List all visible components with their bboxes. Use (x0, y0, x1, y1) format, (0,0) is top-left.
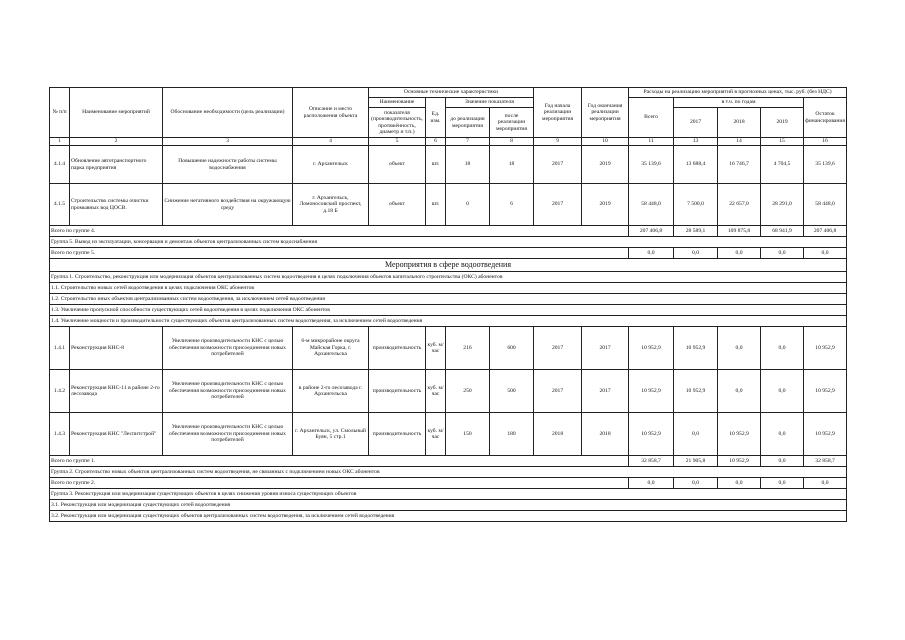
group-row (50, 272, 847, 283)
subgroup-label: 1.1. Строительство новых сетей водоотведения в целях подключения ОКС абонентов (50, 283, 847, 294)
cell-start: 2018 (534, 413, 582, 456)
cell-indicator: производительность (369, 327, 426, 370)
subgroup-label: 1.3. Увеличение пропускной способности существующих сетей водоотведения в целях подключения ОКС абонентов (50, 305, 847, 316)
cell-indicator: объект (369, 146, 426, 184)
cell-remaining: 35 139,6 (804, 146, 847, 184)
cell-location: 6-м микрорайоне округа Майская Горка, г. Архангельска (293, 327, 369, 370)
cell-location: г. Архангельск, ул. Смольный Буян, 5 стр.1 (293, 413, 369, 456)
group-label: Группа 2. Строительство новых объектов централизованных систем водоотведения, не связанных с подключением новых ОКС абонентов (50, 467, 847, 478)
cell-total: 58 448,0 (629, 184, 674, 226)
header-tech-chars: Основные технические характеристики (369, 88, 534, 98)
header-2018: 2018 (718, 108, 761, 138)
header-justification: Обоснование необходимости (цель реализации) (163, 88, 293, 138)
header-location: Описание и место расположения объекта (293, 88, 369, 138)
cell-total: 35 139,6 (629, 146, 674, 184)
colnum: 16 (804, 138, 847, 146)
total-row (50, 248, 847, 259)
cell-2017: 28 589,1 (674, 226, 718, 237)
total-row (50, 478, 847, 489)
cell-2017: 10 952,9 (674, 327, 718, 370)
cell-2017: 13 688,4 (674, 146, 718, 184)
subgroup-row (50, 316, 847, 327)
cell-before: 18 (446, 146, 490, 184)
header-end-year: Год окончания реализации мероприятия (582, 88, 629, 138)
cell-2018: 0,0 (718, 248, 761, 259)
total-row (50, 456, 847, 467)
cell-unit: куб. м/час (426, 413, 446, 456)
cell-remaining: 32 858,7 (804, 456, 847, 467)
cell-name: Реконструкция КНС "Леспитстрой" (70, 413, 163, 456)
cell-location: в районе 2-го лесозавода г. Архангельска (293, 370, 369, 413)
header-indicator-name: Наименование (369, 98, 426, 108)
colnum: 11 (629, 138, 674, 146)
cell-2019: 4 704,5 (761, 146, 804, 184)
cell-name: Реконструкция КНС-8 (70, 327, 163, 370)
cell-2018: 16 746,7 (718, 146, 761, 184)
cell-justification: Снижение негативного воздействия на окружающую среду (163, 184, 293, 226)
total-row (50, 226, 847, 237)
table-row (50, 146, 847, 184)
group-label: Группа 3. Реконструкция или модернизация существующих объектов в целях снижения уровня износа существующих объектов (50, 489, 847, 500)
total-label: Всего по группе 1. (50, 456, 629, 467)
header-indicator-detail: показателя (производительность, протяжённость, диаметр и т.п.) (369, 108, 426, 138)
cell-2019: 0,0 (761, 478, 804, 489)
header-before: до реализации мероприятия (446, 108, 490, 138)
total-label: Всего по группе 4. (50, 226, 629, 237)
cell-before: 250 (446, 370, 490, 413)
cell-remaining: 0,0 (804, 478, 847, 489)
header-indicator-value: Значение показателя (446, 98, 534, 108)
header-unit: Ед. изм. (426, 98, 446, 138)
cell-total: 207 406,8 (629, 226, 674, 237)
cell-no: 1.4.3 (50, 413, 70, 456)
colnum: 6 (426, 138, 446, 146)
cell-unit: куб. м/час (426, 327, 446, 370)
subgroup-row (50, 305, 847, 316)
colnum: 2 (70, 138, 163, 146)
header-start-year: Год начала реализации мероприятия (534, 88, 582, 138)
cell-remaining: 10 952,9 (804, 413, 847, 456)
group-row (50, 489, 847, 500)
group-row (50, 467, 847, 478)
cell-2018: 0,0 (718, 370, 761, 413)
cell-no: 4.1.5 (50, 184, 70, 226)
colnum: 9 (534, 138, 582, 146)
section-row (50, 259, 847, 272)
cell-2018: 109 875,8 (718, 226, 761, 237)
colnum: 3 (163, 138, 293, 146)
header-no: № п/п (50, 88, 70, 138)
cell-total: 10 952,9 (629, 370, 674, 413)
group-label: Группа 5. Вывод из эксплуатации, консервация и демонтаж объектов централизованных систем водоснабжения (50, 237, 847, 248)
subgroup-label: 1.2. Строительство иных объектов централизованных систем водоотведения, за исключением сетей водоотведения (50, 294, 847, 305)
cell-before: 0 (446, 184, 490, 226)
cell-2017: 7 500,0 (674, 184, 718, 226)
cell-2017: 0,0 (674, 248, 718, 259)
column-numbers-row (50, 138, 847, 146)
cell-2019: 0,0 (761, 456, 804, 467)
cell-2019: 0,0 (761, 370, 804, 413)
cell-2019: 28 291,0 (761, 184, 804, 226)
cell-after: 18 (490, 146, 534, 184)
group-row (50, 237, 847, 248)
table-row (50, 370, 847, 413)
cell-no: 4.1.4 (50, 146, 70, 184)
cell-2018: 10 952,9 (718, 456, 761, 467)
subgroup-row (50, 283, 847, 294)
table-row (50, 327, 847, 370)
cell-after: 600 (490, 327, 534, 370)
colnum: 7 (446, 138, 490, 146)
cell-total: 10 952,9 (629, 413, 674, 456)
cell-unit: куб. м/час (426, 370, 446, 413)
cell-unit: шт. (426, 184, 446, 226)
cell-remaining: 10 952,9 (804, 327, 847, 370)
cell-justification: Повышение надежности работы системы водоснабжения (163, 146, 293, 184)
cell-total: 0,0 (629, 248, 674, 259)
cell-end: 2017 (582, 370, 629, 413)
header-after: после реализации мероприятия (490, 108, 534, 138)
header-remaining: Остаток финансирования (804, 98, 847, 138)
colnum: 5 (369, 138, 426, 146)
colnum: 13 (674, 138, 718, 146)
cell-2018: 22 657,0 (718, 184, 761, 226)
cell-start: 2017 (534, 370, 582, 413)
table-row (50, 413, 847, 456)
cell-indicator: производительность (369, 413, 426, 456)
subgroup-label: 3.1. Реконструкция или модернизация существующих сетей водоотведения (50, 500, 847, 511)
cell-before: 216 (446, 327, 490, 370)
cell-2019: 68 941,9 (761, 226, 804, 237)
cell-remaining: 58 448,0 (804, 184, 847, 226)
cell-end: 2018 (582, 413, 629, 456)
subgroup-row (50, 294, 847, 305)
cell-name: Реконструкция КНС-11 в районе 2-го лесозавода (70, 370, 163, 413)
cell-indicator: производительность (369, 370, 426, 413)
cell-remaining: 10 952,9 (804, 370, 847, 413)
cell-indicator: объект (369, 184, 426, 226)
cell-start: 2017 (534, 327, 582, 370)
subgroup-label: 3.2. Реконструкция или модернизация существующих объектов централизованных систем водоотведения, за исключением сетей водоотведения (50, 511, 847, 522)
cell-2017: 0,0 (674, 478, 718, 489)
cell-location: г. Архангельск, Ломоносовский проспект, д.18 Б (293, 184, 369, 226)
cell-2019: 0,0 (761, 327, 804, 370)
cell-unit: шт. (426, 146, 446, 184)
header-incl-years: в т.ч. по годам (674, 98, 804, 108)
colnum: 15 (761, 138, 804, 146)
total-label: Всего по группе 5. (50, 248, 629, 259)
cell-2017: 0,0 (674, 413, 718, 456)
colnum: 14 (718, 138, 761, 146)
table-row (50, 184, 847, 226)
cell-after: 180 (490, 413, 534, 456)
cell-start: 2017 (534, 184, 582, 226)
cell-2018: 0,0 (718, 327, 761, 370)
cell-2017: 10 952,9 (674, 370, 718, 413)
cell-remaining: 0,0 (804, 248, 847, 259)
cell-total: 32 858,7 (629, 456, 674, 467)
investment-program-table (49, 87, 847, 522)
cell-justification: Увеличение производительности КНС с целью обеспечения возможности присоединения новых потребителей (163, 370, 293, 413)
cell-name: Строительство системы очистки промывных вод ЦОСВ. (70, 184, 163, 226)
cell-no: 1.4.1 (50, 327, 70, 370)
subgroup-row (50, 500, 847, 511)
colnum: 8 (490, 138, 534, 146)
cell-before: 150 (446, 413, 490, 456)
cell-2019: 0,0 (761, 248, 804, 259)
cell-justification: Увеличение производительности КНС с целью обеспечения возможности присоединения новых потребителей (163, 413, 293, 456)
cell-2018: 0,0 (718, 478, 761, 489)
group-label: Группа 1. Строительство, реконструкция или модернизация объектов централизованных систем водоотведения в целях подключения объектов капитального строительства (ОКС) абонентов (50, 272, 847, 283)
colnum: 10 (582, 138, 629, 146)
cell-remaining: 207 406,8 (804, 226, 847, 237)
cell-end: 2019 (582, 146, 629, 184)
cell-location: г. Архангельск (293, 146, 369, 184)
cell-total: 0,0 (629, 478, 674, 489)
cell-2017: 21 905,8 (674, 456, 718, 467)
cell-start: 2017 (534, 146, 582, 184)
cell-after: 6 (490, 184, 534, 226)
total-label: Всего по группе 2. (50, 478, 629, 489)
cell-total: 10 952,9 (629, 327, 674, 370)
subgroup-label: 1.4. Увеличение мощности и производительности существующих объектов централизованных систем водоотведения, за исключением сетей водоотведения (50, 316, 847, 327)
cell-name: Обновление автотранспортного парка предприятия (70, 146, 163, 184)
section-title: Мероприятия в сфере водоотведения (50, 259, 847, 272)
subgroup-row (50, 511, 847, 522)
header-costs: Расходы на реализацию мероприятий в прогнозных ценах, тыс. руб. (без НДС) (629, 88, 847, 98)
cell-no: 1.4.2 (50, 370, 70, 413)
cell-2019: 0,0 (761, 413, 804, 456)
header-total: Всего (629, 98, 674, 138)
header-2019: 2019 (761, 108, 804, 138)
cell-after: 500 (490, 370, 534, 413)
cell-end: 2019 (582, 184, 629, 226)
cell-end: 2017 (582, 327, 629, 370)
cell-justification: Увеличение производительности КНС с целью обеспечения возможности присоединения новых потребителей (163, 327, 293, 370)
header-2017: 2017 (674, 108, 718, 138)
colnum: 4 (293, 138, 369, 146)
header-name: Наименование мероприятий (70, 88, 163, 138)
cell-2018: 10 952,9 (718, 413, 761, 456)
colnum: 1 (50, 138, 70, 146)
